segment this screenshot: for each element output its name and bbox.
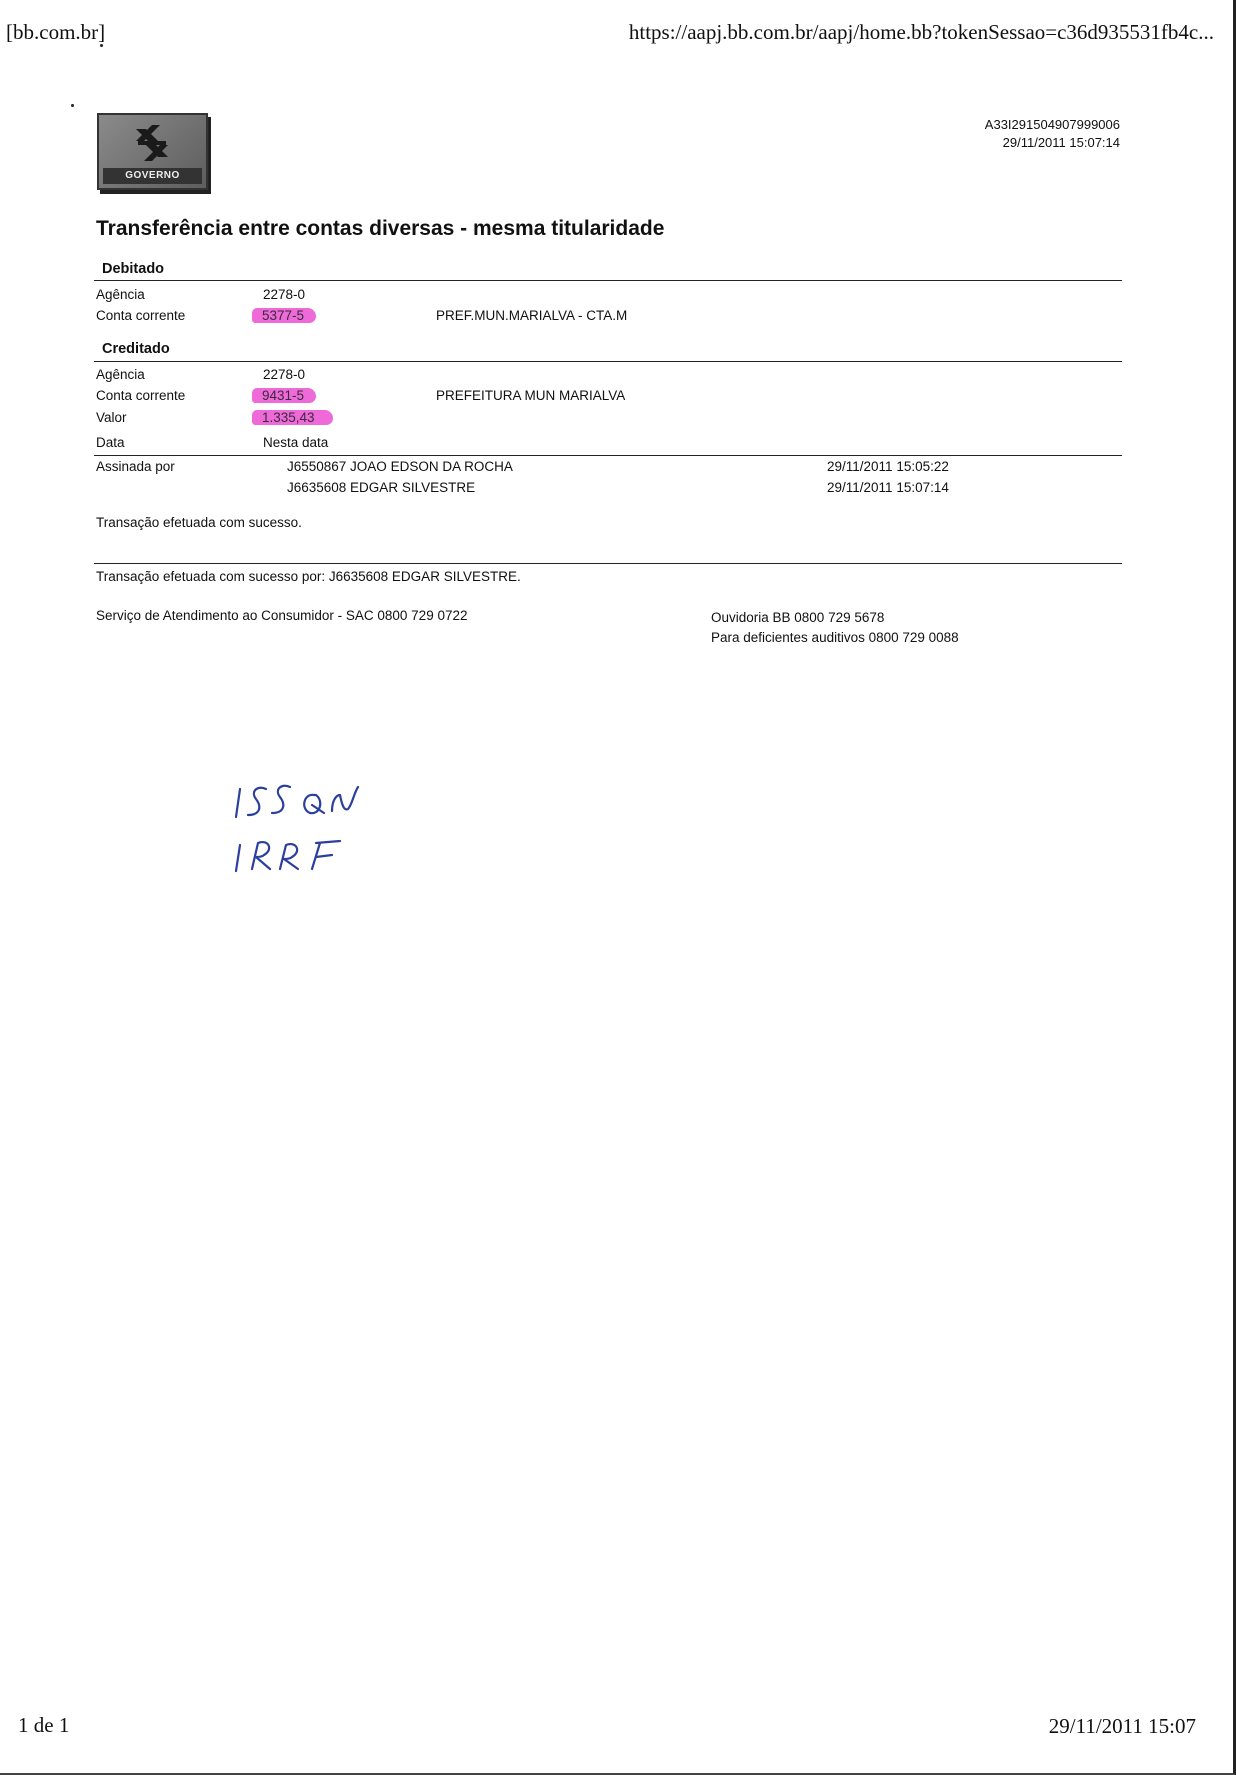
assinada-por-label: Assinada por [96, 459, 175, 474]
debitado-agencia-value: 2278-0 [263, 287, 306, 302]
divider [94, 563, 1122, 564]
divider [94, 455, 1122, 456]
print-footer-page: 1 de 1 [18, 1713, 70, 1737]
valor-value [252, 410, 333, 425]
data-value: Nesta data [263, 435, 329, 450]
debitado-heading: Debitado [102, 261, 165, 277]
page-title: Transferência entre contas diversas - mesma titularidade [96, 217, 665, 240]
signer-name: J6635608 EDGAR SILVESTRE [287, 480, 476, 495]
creditado-titular: PREFEITURA MUN MARIALVA [436, 388, 626, 403]
bb-logo-icon [130, 121, 174, 165]
bank-logo [97, 113, 208, 190]
debitado-titular: PREF.MUN.MARIALVA - CTA.M [436, 308, 628, 323]
highlighted-text: 9431-5 [252, 388, 316, 403]
divider [94, 280, 1122, 281]
auth-block [985, 116, 1120, 152]
logo-label: GOVERNO [103, 168, 202, 184]
creditado-heading: Creditado [102, 341, 170, 357]
creditado-conta-label: Conta corrente [96, 388, 186, 403]
debitado-agencia-label: Agência [96, 287, 145, 302]
status-by-message: Transação efetuada com sucesso por: J6635608 EDGAR SILVESTRE. [96, 569, 521, 584]
print-footer-datetime: 29/11/2011 15:07 [1048, 1714, 1196, 1738]
divider [94, 361, 1122, 362]
valor-label: Valor [96, 410, 127, 425]
print-header-site: [bb.com.br] [6, 20, 106, 44]
signer-datetime: 29/11/2011 15:05:22 [827, 459, 949, 474]
ouvidoria-contact: Ouvidoria BB 0800 729 5678 [711, 610, 885, 625]
ouvidoria-block [711, 608, 959, 648]
auth-code: A33I291504907999006 [984, 117, 1120, 132]
scan-speck [71, 104, 74, 107]
creditado-conta-value [252, 388, 316, 403]
highlighted-text: 5377-5 [252, 308, 316, 323]
print-header-url: https://aapj.bb.com.br/aapj/home.bb?tokenSessao=c36d935531fb4c... [628, 20, 1214, 44]
data-label: Data [96, 435, 125, 450]
handwritten-note [228, 765, 408, 875]
deficientes-contact: Para deficientes auditivos 0800 729 0088 [711, 630, 959, 645]
auth-datetime: 29/11/2011 15:07:14 [1002, 135, 1120, 150]
creditado-agencia-label: Agência [96, 367, 145, 382]
scan-speck [100, 44, 103, 47]
signer-name: J6550867 JOAO EDSON DA ROCHA [287, 459, 513, 474]
signer-datetime: 29/11/2011 15:07:14 [827, 480, 949, 495]
highlighted-text: 1.335,43 [252, 410, 333, 425]
sac-contact: Serviço de Atendimento ao Consumidor - SAC 0800 729 0722 [96, 608, 468, 623]
status-message: Transação efetuada com sucesso. [96, 515, 302, 530]
creditado-agencia-value: 2278-0 [263, 367, 306, 382]
debitado-conta-value [252, 308, 316, 323]
debitado-conta-label: Conta corrente [96, 308, 186, 323]
